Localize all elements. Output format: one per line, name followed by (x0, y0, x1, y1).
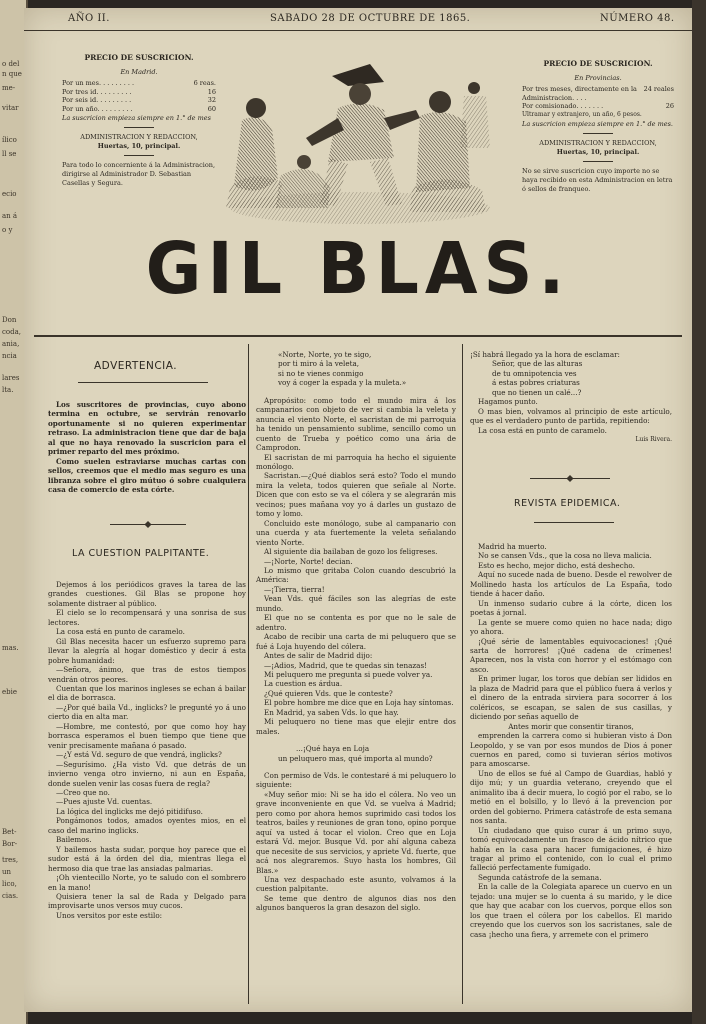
price-row: Por tres id. . . . . . . . . 16 (62, 87, 216, 96)
bleed-line: Bor- (2, 840, 18, 848)
right-instructions: No se sirve suscricion cuyo importe no se haya recibido en esta Administracion en letra ó sellos de franqueo. (522, 167, 673, 193)
revista-heading: REVISTA EPIDEMICA. (514, 498, 621, 509)
bleed-line: coda, (2, 328, 22, 336)
paragraph: Se teme que dentro de algunos dias nos den algunos banqueros la gran desazon del siglo. (256, 893, 456, 913)
paragraph: Dejemos á los periódicos graves la tarea de las grandes cuestiones. Gil Blas se propone hoy solamente distraer al público. (48, 580, 246, 608)
paragraph: Aquí no sucede nada de bueno. Desde el rewolver de Mollinedo hasta los artículos de La España, todo tiende á hacer daño. (470, 570, 672, 599)
right-admin: ADMINISTRACION Y REDACCION, (539, 139, 657, 148)
paragraph: Acabo de recibir una carta de mi peluquero que se fué á Loja huyendo del cólera. (256, 632, 456, 651)
bleed-line: tres, (2, 856, 19, 864)
bleed-line: ncia (2, 352, 17, 360)
bleed-line: lares (2, 374, 20, 382)
paragraph: Bailemos. (56, 835, 92, 845)
verse-line: un peluquero mas, qué importa al mundo? (278, 753, 433, 763)
paragraph: En Madrid, ya saben Vds. lo que hay. (264, 707, 399, 717)
paragraph: Vean Vds. qué fáciles son las alegrías de este mundo. (256, 594, 456, 613)
right-address: Huertas, 10, principal. (556, 147, 640, 156)
paragraph: Un ciudadano que quiso curar á un primo suyo, tomó equivocadamente un frasco de ácido nítrico que había en la casa para hacer fumigaciones, é hizo tragar al primo el contenido, con lo cual el primo falleció perfectamente fumigado. (470, 825, 672, 873)
right-subscription-box (518, 60, 678, 193)
paragraph: —¡Norte, Norte! decian. (264, 556, 353, 566)
paragraph: ¿Qué quieren Vds. que le conteste? (264, 688, 393, 698)
bleed-line: an á (2, 212, 18, 220)
bleed-line: Don (2, 316, 17, 324)
advertencia-heading: ADVERTENCIA. (94, 360, 178, 372)
verse-line: Señor, que de las alturas (492, 359, 583, 369)
bleed-line: un (2, 868, 12, 876)
paragraph: Mi peluquero me pregunta si puede volver ya. (264, 669, 433, 679)
bleed-line: n que (2, 70, 22, 78)
paragraph: La cuestion es árdua. (264, 679, 343, 689)
paragraph: Con permiso de Vds. le contestaré á mi peluquero lo siguiente: (256, 771, 456, 790)
paragraph: Pongámonos todos, amados oyentes mios, en el caso del marino inglicks. (48, 816, 246, 835)
paragraph: «Muy señor mio: Ni se ha ido el cólera. No veo un grave inconveniente en que Vd. se vuelva á Madrid; pero como por ahora hemos suprimido casi todos los teatros, bailes y reuniones de gran tono, opino porque aquí va usted á tocar el violon. Creo que en Loja estará Vd. mejor. Busque Vd. por ahí alguna cabeza que necesite de sus servicios, y apriete Vd. fuerte, que acá nos alegraremos. Suyo hasta los hombres, Gil Blas.» (256, 789, 456, 875)
paragraph: ¡Qué série de lamentables equivocaciones! ¡Qué sarta de horrores! ¡Qué cadena de crímenes! Aparecen, nos la vista con horror y el estómago con asco. (470, 636, 672, 674)
right-note: La suscricion empieza siempre en 1.° de mes. (522, 119, 673, 128)
paragraph: Gil Blas necesita hacer un esfuerzo supremo para llevar la alegría al hogar doméstico y decir á esta pobre humanidad: (48, 636, 246, 665)
left-price-heading: PRECIO DE SUSCRICION. (84, 53, 194, 62)
heading-underline (78, 382, 208, 383)
price-row: Por tres meses, directamente en la Administracion. . . . 24 reales (522, 85, 674, 102)
left-admin: ADMINISTRACION Y REDACCION, (80, 133, 198, 142)
paragraph: Antes de salir de Madrid dijo: (264, 651, 373, 661)
left-subscription-box (58, 54, 220, 187)
masthead-date: SABADO 28 DE OCTUBRE DE 1865. (270, 13, 471, 24)
bleed-line: me- (2, 84, 16, 92)
left-city: En Madrid. (120, 67, 158, 76)
right-region: En Provincias. (574, 73, 622, 82)
verse-line: que no tienen un calé...? (492, 387, 582, 397)
paragraph: Hagamos punto. (478, 397, 538, 407)
paragraph: Quisiera tener la sal de Rada y Delgado para improvisarte unos versos muy cucos. (48, 891, 246, 911)
section-ornament (110, 524, 186, 525)
newspaper-title: GIL BLAS. (145, 228, 571, 311)
newspaper-page (24, 8, 692, 1012)
paragraph: La cosa está en punto de caramelo. (56, 627, 185, 637)
price-row: Por comisionado. . . . . . . 26 (522, 102, 674, 111)
masthead-illustration (220, 58, 498, 228)
paragraph: En la calle de la Colegiata aparece un cuervo en un tejado: una mujer se lo cuenta á su marido, y le dice que hay que acabar con los cuervos, porque ellos son los que traen el cólera por los cabellos. El marido creyendo que los cuervos son los sacristanes, sale de casa ¡hecho una fiera, y arremete con el primero (470, 882, 672, 939)
column-two (256, 350, 456, 913)
right-overseas: Ultramar y extranjero, un año, 6 pesos. (522, 110, 642, 118)
price-row: Por un mes. . . . . . . . . 6 reas. (62, 79, 216, 88)
bleed-line: mas. (2, 644, 19, 652)
bleed-line: ebie (2, 688, 18, 696)
paragraph: Concluido este monólogo, sube al campanario con una cuerda y ata fuertemente la veleta señalando viento Norte. (256, 518, 456, 547)
verse-line: voy á coger la espada y la muleta.» (278, 378, 407, 388)
left-address: Huertas, 10, principal. (97, 141, 181, 150)
bleed-line: ecio (2, 190, 17, 198)
divider (583, 133, 613, 134)
bleed-line: ania, (2, 340, 20, 348)
verse-line: ...¡Qué haya en Loja (296, 744, 370, 754)
verse-line: Antes morir que consentir tiranos, (508, 721, 634, 731)
paragraph: Sacristan.—¿Qué diablos será esto? Todo el mundo mira la veleta, todos quieren que señale al Norte. Dicen que con esto se va el cólera y se alegrarán mis vecinos; pues mañana voy yo á darles un gustazo de tomo y lomo. (256, 471, 456, 519)
paragraph: —Creo que no. (56, 787, 110, 797)
paragraph: —Señora, ánimo, que tras de estos tiempos vendrán otros peores. (48, 665, 246, 684)
verse-line: «Norte, Norte, yo te sigo, (278, 350, 372, 359)
paragraph: emprenden la carrera como si hubieran visto á Don Leopoldo, y se van por esos mundos de Dios á poner cuernos en pared, como si tuvieran sérios motivos para amoscarse. (470, 731, 672, 769)
bleed-line: cias. (2, 892, 19, 900)
paragraph: El sacristan de mi parroquia ha hecho el siguiente monólogo. (256, 452, 456, 471)
section-ornament (530, 478, 610, 479)
divider (124, 127, 154, 128)
paragraph: Y bailemos hasta sudar, porque hoy parece que el sudor está á la órden del dia, mientras llega el hermoso dia que trae las ansiadas palmarias. (48, 844, 246, 873)
bleed-line: o y (2, 226, 13, 234)
paragraph: Segunda catástrofe de la semana. (478, 872, 602, 882)
verse-line: por ti miro á la veleta, (278, 359, 360, 369)
left-instructions: Para todo lo concerniente á la Administracion, dirigirse al Administrador D. Sebastian Casellas y Segura. (62, 161, 216, 187)
column-three (470, 350, 672, 445)
column-rule (248, 344, 249, 1004)
paragraph: —Hombre, me contestó, por que como hoy hay borrasca esperamos el buen tiempo que tiene que venir precisamente mañana ó pasado. (48, 721, 246, 750)
right-price-heading: PRECIO DE SUSCRICION. (543, 59, 653, 68)
paragraph: —¡Tierra, tierra! (264, 584, 325, 594)
bleed-line: ll se (2, 150, 17, 158)
heading-underline (534, 522, 614, 523)
paragraph: Un inmenso sudario cubre á la córte, dicen los poetas á jornal. (470, 598, 672, 618)
price-row: Por un año. . . . . . . . . 60 (62, 104, 216, 113)
book-edge (692, 0, 706, 1024)
paragraph: El cielo se lo recompensará y una sonrisa de sus lectores. (48, 608, 246, 627)
verse-line: de tu omnipotencia ves (492, 368, 577, 378)
paragraph: Al siguiente dia bailaban de gozo los feligreses. (264, 547, 438, 557)
paragraph: Una vez despachado este asunto, volvamos á la cuestion palpitante. (256, 875, 456, 894)
header-rule (34, 335, 682, 337)
paragraph: Cuentan que los marinos ingleses se echan á bailar el dia de borrasca. (48, 683, 246, 703)
verse-line: si no te vienes conmigo (278, 368, 364, 378)
masthead-number: NÚMERO 48. (600, 13, 675, 24)
paragraph: Unos versitos por este estilo: (56, 910, 163, 920)
signature: Luis Rivera. (635, 436, 672, 444)
paragraph: ¡Oh vientecillo Norte, yo te saludo con el sombrero en la mano! (48, 873, 246, 892)
paragraph: —¡Adios, Madrid, que te quedas sin tenazas! (264, 660, 428, 670)
paragraph: Esto es hecho, mejor dicho, está deshecho. (478, 560, 635, 570)
paragraph: Lo mismo que gritaba Colon cuando descubrió la América: (256, 565, 456, 585)
masthead-bar (24, 8, 692, 31)
paragraph: El pobre hombre me dice que en Loja hay síntomas. (264, 698, 454, 708)
paragraph: —¿Y está Vd. seguro de que vendrá, inglicks? (56, 750, 222, 760)
paragraph: O mas bien, volvamos al principio de este artículo, que es el verdadero punto de partida, repitiendo: (470, 406, 672, 426)
bleed-line: o del (2, 60, 20, 68)
paragraph: La cosa está en punto de caramelo. (478, 425, 607, 435)
paragraph: —Pues ajuste Vd. cuentas. (56, 797, 153, 807)
paragraph: —¿Por qué baila Vd., inglicks? le pregunté yo á uno cierto dia en alta mar. (48, 702, 246, 722)
paragraph: La gente se muere como quien no hace nada; digo yo ahora. (470, 617, 672, 637)
bleed-line: vitar (2, 104, 19, 112)
price-row: Por seis id. . . . . . . . . 32 (62, 96, 216, 105)
divider (583, 161, 613, 162)
column-rule (462, 344, 463, 1004)
revista-body (470, 542, 672, 939)
paragraph: El que no se contenta es por que no le sale de adentro. (256, 613, 456, 632)
paragraph: Madrid ha muerto. (478, 542, 547, 551)
bleed-line: lta. (2, 386, 14, 394)
paragraph: Mi peluquero no tiene mas que elejir entre dos males. (256, 717, 456, 736)
left-note: La suscricion empieza siempre en 1.° de mes (62, 113, 211, 122)
paragraph: Los suscritores de provincias, cuyo abono termina en octubre, se servirán renovarlo oportunamente si no quieren experimentar retraso. La administracion tiene que dar de baja al que no haya renovado la suscricion para el primer reparto del mes próximo. (48, 400, 246, 457)
paragraph: Uno de ellos se fué al Campo de Guardias, habló y dijo mú; y un guardia veterano, creyendo que el animalito iba á decir muera, lo cogió por el rabo, se lo metió en el bolsillo, y lo llevó á la prevencion por orden del gobierno. Primera catástrofe de esta semana nos santa. (470, 768, 672, 826)
bleed-line: lico, (2, 880, 17, 888)
advertencia-body (48, 400, 246, 495)
paragraph: No se cansen Vds., que la cosa no lleva malicia. (478, 551, 652, 561)
paragraph: Como suelen estraviarse muchas cartas con sellos, creemos que el medio mas seguro es una libranza sobre el giro mútuo ó sobre cualquiera casa de comercio de esta córte. (48, 456, 246, 495)
paragraph: —Segurísimo. ¿Ha visto Vd. que detrás de un invierno venga otro invierno, ni aun en España, donde suelen venir las cosas fuera de regla? (48, 759, 246, 788)
bleed-line: Bet- (2, 828, 17, 836)
masthead-year: AÑO II. (68, 13, 110, 24)
divider (124, 155, 154, 156)
bleed-line: ílico (2, 136, 17, 144)
cuestion-body (48, 580, 246, 920)
cuestion-heading: LA CUESTION PALPITANTE. (72, 548, 210, 559)
paragraph: La lógica del inglicks me dejó pitidifuso. (56, 806, 203, 816)
paragraph: ¡Sí habrá llegado ya la hora de esclamar: (470, 350, 620, 359)
verse-line: á estas pobres criaturas (492, 378, 580, 388)
paragraph: Apropósito: como todo el mundo mira á los campanarios con objeto de ver si cambia la veleta y anuncia el viento Norte, el sacristan de mi parroquia ha tenido un pensamiento sublime, sencillo como un cuento de Trueba y poético como una ária de Camprodon. (256, 395, 456, 453)
paragraph: En primer lugar, los toros que debían ser lididos en la plaza de Madrid para que el público fuera á verlos y el dinero de la entrada sirviera para socorrer á los coléricos, se escapan, se salen de sus casillas, y diciendo por señas aquello de (470, 674, 672, 722)
